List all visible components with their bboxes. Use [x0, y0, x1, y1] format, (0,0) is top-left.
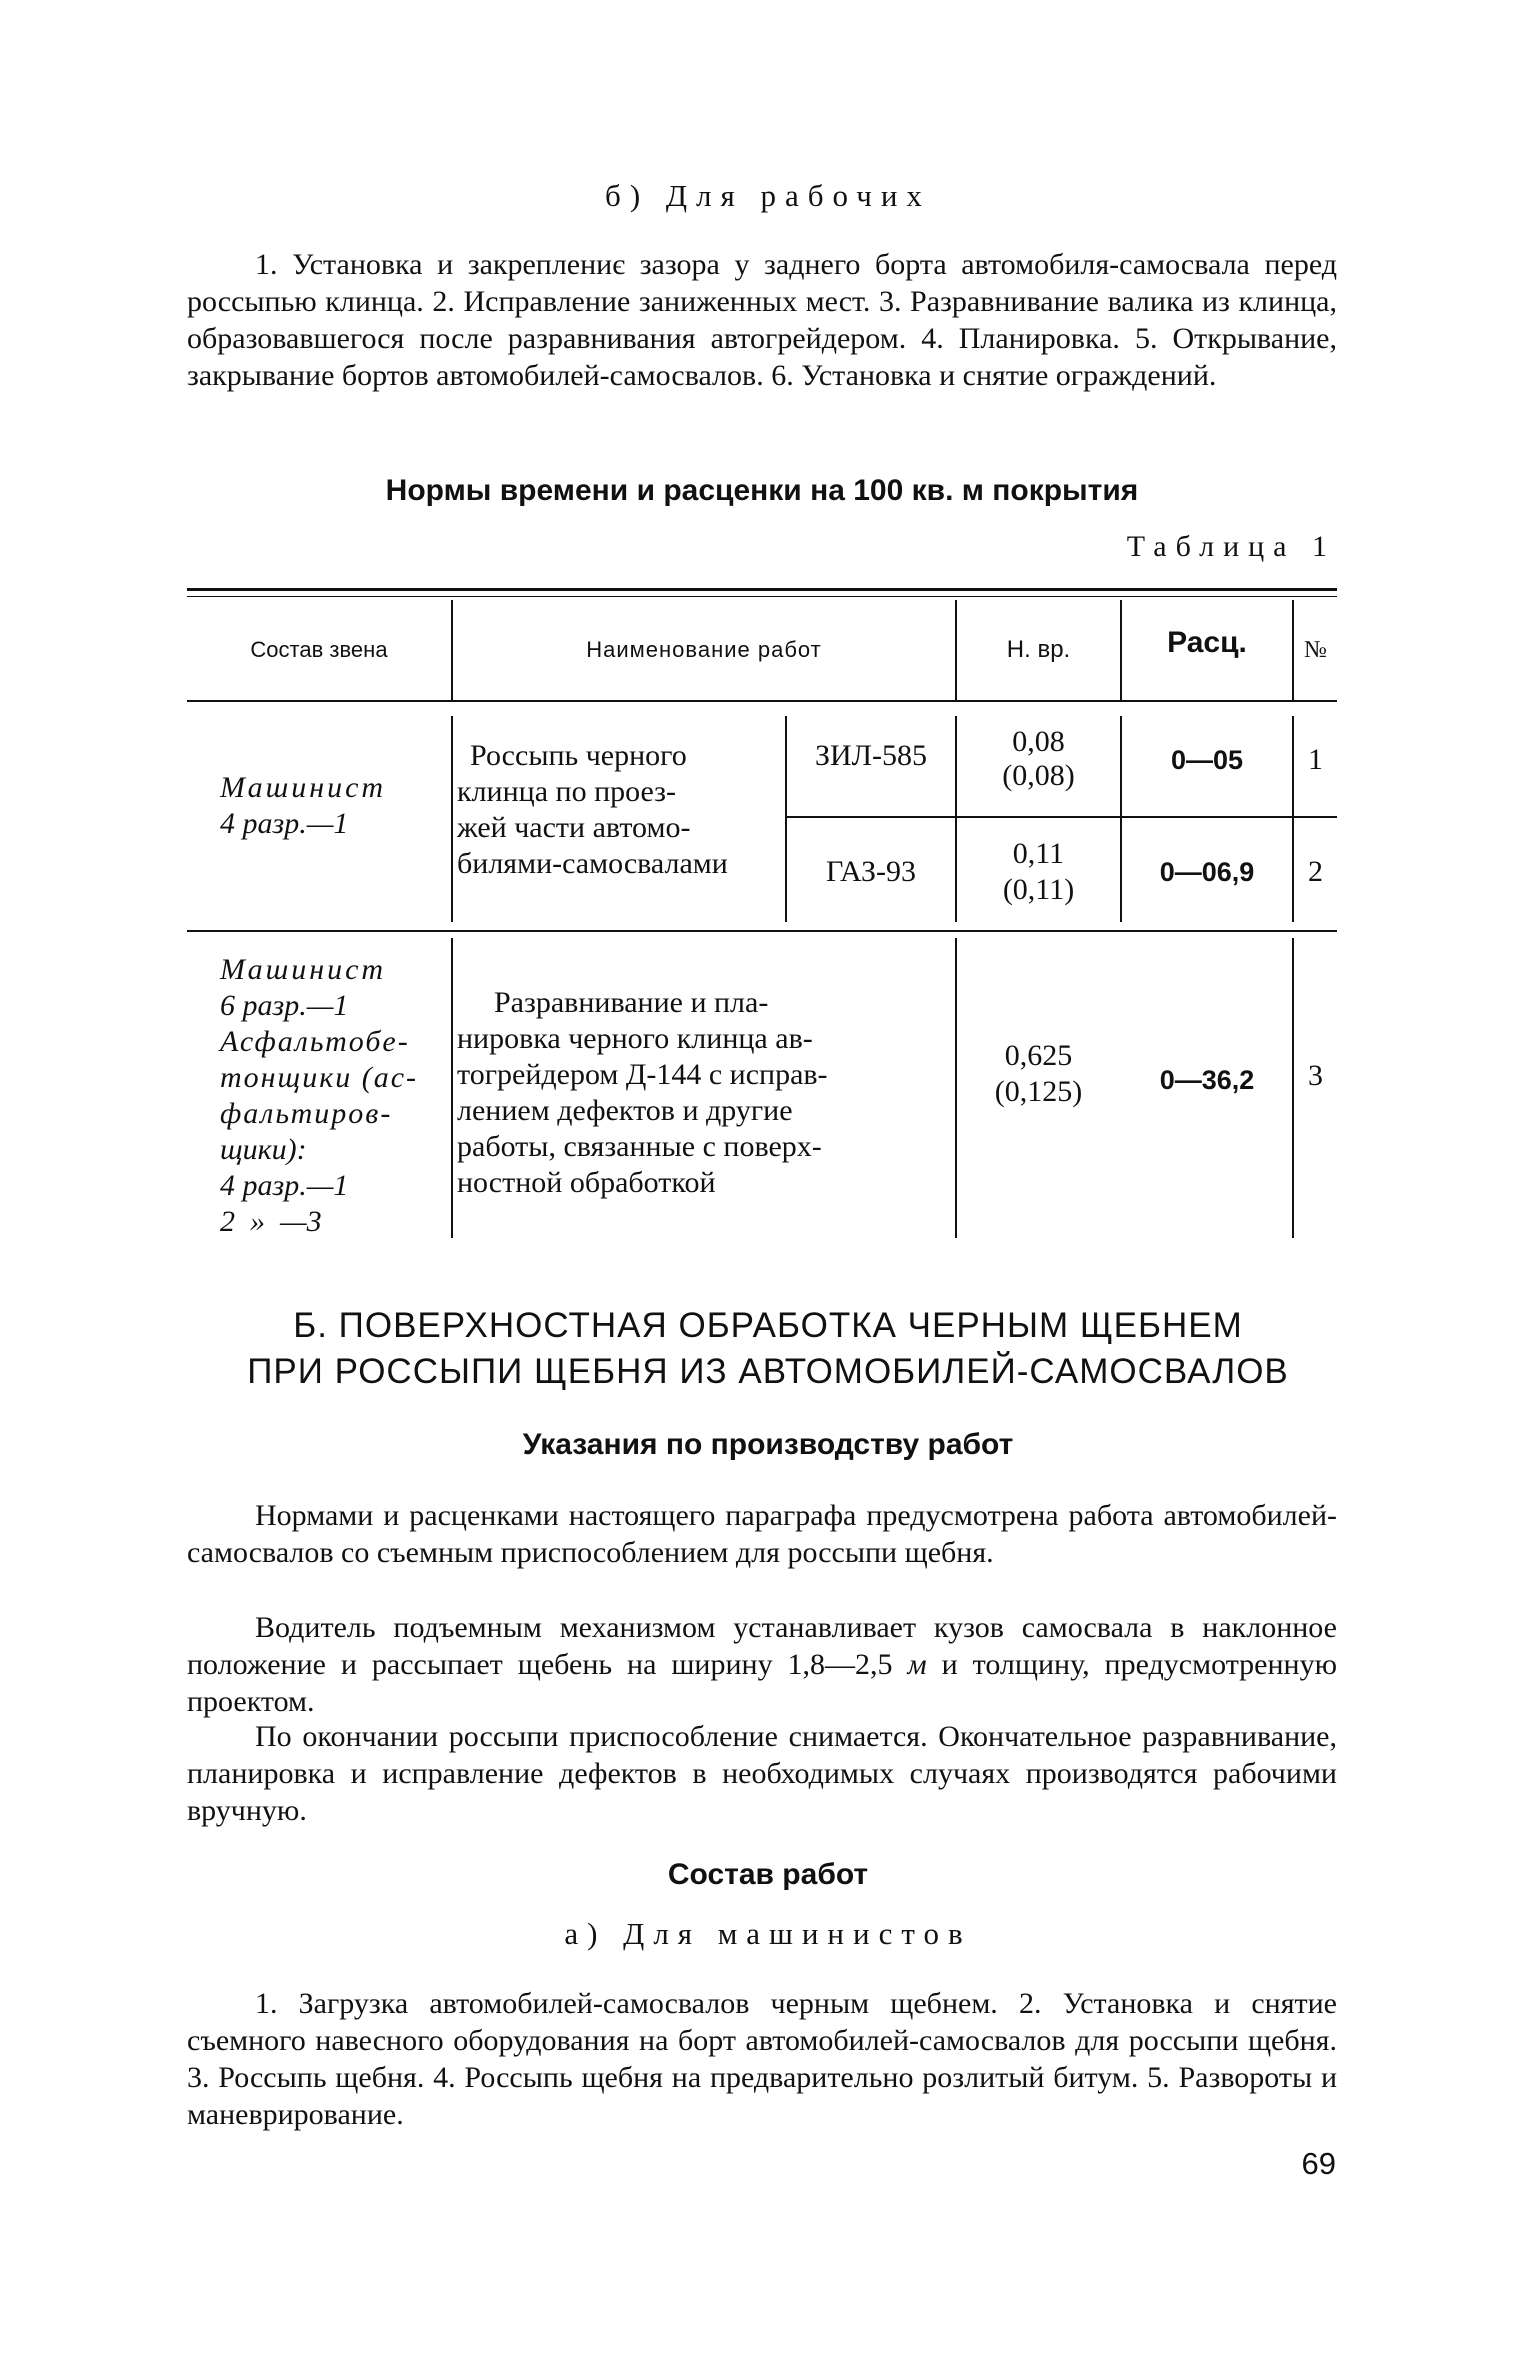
- table-vline: [451, 716, 453, 922]
- instructions-paragraph-2-text: Водитель подъемным механизмом устанавливает кузов самосвала в наклонное положение и рассыпает щебень на ширину 1,8—2,5: [187, 1611, 1337, 1681]
- group2-crew-line: Машинист: [220, 953, 387, 986]
- table-vline: [451, 938, 453, 1238]
- row1-rate: 0—05: [1170, 745, 1244, 775]
- machinists-heading: а) Для машинистов: [564, 1916, 972, 1951]
- unit-meters: м: [907, 1648, 927, 1681]
- header-norm: Н. вр.: [1006, 636, 1071, 663]
- row1-num: 1: [1308, 743, 1323, 776]
- group1-work-line: клинца по проез-: [457, 775, 677, 808]
- row1-norm-paren: (0,08): [1002, 759, 1075, 792]
- row2-norm-paren: (0,11): [1002, 873, 1075, 906]
- group1-work-line: Россыпь черного: [470, 739, 687, 772]
- section-a-heading: б) Для рабочих: [605, 178, 931, 213]
- table-top-rule: [187, 588, 1337, 591]
- group2-work-line: ностной обработкой: [457, 1166, 716, 1199]
- group2-work-line: тогрейдером Д-144 с исправ-: [457, 1058, 828, 1091]
- table-row-rule: [187, 930, 1337, 932]
- table-header-rule: [187, 700, 1337, 702]
- row3-num: 3: [1308, 1059, 1323, 1092]
- header-crew: Состав звена: [250, 637, 388, 662]
- machinists-text: 1. Загрузка автомобилей-самосвалов черным щебнем. 2. Установка и снятие съемного навесного оборудования на борт автомобилей-самосвалов для россыпи щебня. 3. Россыпь щебня. 4. Россыпь щебня на предварительно розлитый битум. 5. Развороты и маневрирование.: [187, 1987, 1337, 2131]
- group2-work-line: лением дефектов и другие: [457, 1094, 793, 1127]
- instructions-paragraph-1: Нормами и расценками настоящего параграфа предусмотрена работа автомобилей-самосвалов со съемным приспособлением для россыпи щебня.: [187, 1499, 1337, 1569]
- group2-crew-line: фальтиров-: [220, 1097, 393, 1130]
- group2-crew-line: щики):: [220, 1133, 307, 1166]
- row1-norm: 0,08: [1012, 725, 1065, 758]
- row1-vehicle: ЗИЛ-585: [814, 739, 928, 772]
- group2-crew-line: тонщики (ас-: [220, 1061, 419, 1094]
- table-label: Таблица 1: [1126, 530, 1336, 563]
- section-b-title-line2: ПРИ РОССЫПИ ЩЕБНЯ ИЗ АВТОМОБИЛЕЙ-САМОСВАЛОВ: [247, 1352, 1289, 1391]
- group1-work-line: билями-самосвалами: [457, 847, 728, 880]
- row3-norm-paren: (0,125): [994, 1075, 1083, 1108]
- page-number: 69: [1301, 2146, 1336, 2181]
- group2-work-line: Разравнивание и пла-: [494, 986, 769, 1019]
- header-rate: Расц.: [1167, 626, 1247, 659]
- section-a-text: 1. Установка и закреплениє зазора у заднего борта автомобиля-самосвала перед россыпью клинца. 2. Исправление заниженных мест. 3. Разравнивание валика из клинца, образовавшегося после разравнивания автогрейдером. 4. Планировка. 5. Открывание, закрывание бортов автомобилей-самосвалов. 6. Установка и снятие ограждений.: [187, 248, 1337, 392]
- row2-vehicle: ГАЗ-93: [825, 855, 916, 888]
- header-work: Наименование работ: [586, 637, 822, 662]
- instructions-paragraph-2: [187, 1609, 1337, 1720]
- instructions-paragraph-3: По окончании россыпи приспособление снимается. Окончательное разравнивание, планировка и исправление дефектов в необходимых случаях производятся рабочими вручную.: [187, 1720, 1337, 1827]
- group2-work-line: нировка черного клинца ав-: [457, 1022, 813, 1055]
- row3-rate: 0—36,2: [1159, 1065, 1255, 1095]
- instructions-heading: Указания по производству работ: [522, 1428, 1014, 1461]
- header-num: №: [1304, 637, 1327, 663]
- composition-heading: Состав работ: [667, 1858, 869, 1891]
- group1-crew-line2: 4 разр.—1: [220, 807, 349, 840]
- group1-work-line: жей части автомо-: [457, 811, 691, 844]
- group2-crew-line: 2 » —3: [220, 1205, 322, 1238]
- group2-crew-line: 6 разр.—1: [220, 989, 349, 1022]
- row3-norm: 0,625: [1004, 1039, 1073, 1072]
- table-top-rule-thin: [187, 596, 1337, 597]
- group2-work-line: работы, связанные с поверх-: [457, 1130, 822, 1163]
- section-b-title-line1: Б. ПОВЕРХНОСТНАЯ ОБРАБОТКА ЧЕРНЫМ ЩЕБНЕМ: [293, 1306, 1243, 1345]
- row2-norm: 0,11: [1012, 837, 1065, 870]
- group2-crew-line: 4 разр.—1: [220, 1169, 349, 1202]
- table-title: Нормы времени и расценки на 100 кв. м покрытия: [385, 474, 1139, 507]
- table-row-rule: [785, 816, 1337, 818]
- row2-rate: 0—06,9: [1159, 857, 1255, 887]
- group2-crew-line: Асфальтобе-: [220, 1025, 410, 1058]
- instructions-paragraph-2-end: и толщину, предусмотренную проектом.: [187, 1648, 1338, 1718]
- row2-num: 2: [1308, 855, 1323, 888]
- group1-crew-line1: Машинист: [220, 771, 387, 804]
